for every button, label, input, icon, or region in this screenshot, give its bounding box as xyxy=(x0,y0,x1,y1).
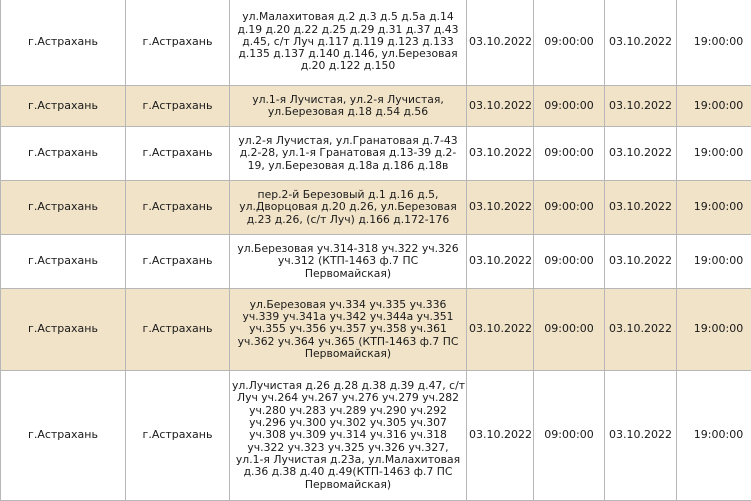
address-line: д.2-28, ул.1-я Гранатовая д.13-39 д.2- xyxy=(239,146,457,160)
address-line: уч.362 уч.364 уч.365 (КТП-1463 ф.7 ПС xyxy=(237,334,459,348)
locality-cell: г.Астрахань xyxy=(126,127,230,181)
end-time-cell: 19:00:00 xyxy=(677,235,751,289)
city-cell: г.Астрахань xyxy=(1,181,126,235)
end-date-cell: 03.10.2022 xyxy=(605,289,677,371)
address-line: д.19 д.20 д.22 д.25 д.29 д.31 д.37 д.43 xyxy=(237,22,459,36)
address-cell xyxy=(230,235,467,289)
address-line: уч.322 уч.323 уч.325 уч.326 уч.327, xyxy=(247,440,449,454)
address-line: ул.Лучистая д.26 д.28 д.38 д.39 д.47, с/т xyxy=(232,379,466,393)
end-date-cell: 03.10.2022 xyxy=(605,0,677,86)
table-row xyxy=(1,86,751,127)
address-line: д.36 д.38 д.40 д.49(КТП-1463 ф.7 ПС xyxy=(243,465,453,479)
table-row xyxy=(1,127,751,181)
address-line: ул.Березовая уч.314-318 уч.322 уч.326 xyxy=(237,242,459,256)
end-date-cell: 03.10.2022 xyxy=(605,235,677,289)
address-line: Первомайская) xyxy=(304,346,392,360)
locality-cell: г.Астрахань xyxy=(126,181,230,235)
address-line: д.23 д.26, (с/т Луч) д.166 д.172-176 xyxy=(246,212,450,226)
end-date-cell: 03.10.2022 xyxy=(605,86,677,127)
address-line: ул.1-я Лучистая, ул.2-я Лучистая, xyxy=(252,92,444,106)
start-time-cell: 09:00:00 xyxy=(534,127,605,181)
city-cell: г.Астрахань xyxy=(1,289,126,371)
address-line: ул.2-я Лучистая, ул.Гранатовая д.7-43 xyxy=(238,134,458,148)
address-cell xyxy=(230,127,467,181)
end-date-cell: 03.10.2022 xyxy=(605,127,677,181)
address-line: пер.2-й Березовый д.1 д.16 д.5, xyxy=(257,188,439,202)
end-time-cell: 19:00:00 xyxy=(677,0,751,86)
address-line: Луч уч.264 уч.267 уч.276 уч.279 уч.282 xyxy=(236,391,460,405)
start-time-cell: 09:00:00 xyxy=(534,371,605,501)
address-line: уч.339 уч.341а уч.342 уч.344а уч.351 xyxy=(242,310,454,324)
address-cell xyxy=(230,371,467,501)
end-time-cell: 19:00:00 xyxy=(677,371,751,501)
start-date-cell: 03.10.2022 xyxy=(467,181,534,235)
city-cell: г.Астрахань xyxy=(1,86,126,127)
locality-cell: г.Астрахань xyxy=(126,0,230,86)
table-row xyxy=(1,371,751,501)
address-line: 19, ул.Березовая д.18а д.186 д.18в xyxy=(247,158,449,172)
start-time-cell: 09:00:00 xyxy=(534,86,605,127)
start-date-cell: 03.10.2022 xyxy=(467,235,534,289)
locality-cell: г.Астрахань xyxy=(126,86,230,127)
start-time-cell: 09:00:00 xyxy=(534,235,605,289)
address-line: ул.Дворцовая д.20 д.26, ул.Березовая xyxy=(239,200,457,214)
start-date-cell: 03.10.2022 xyxy=(467,86,534,127)
start-date-cell: 03.10.2022 xyxy=(467,371,534,501)
address-line: уч.296 уч.300 уч.302 уч.305 уч.307 xyxy=(249,416,447,430)
address-cell xyxy=(230,289,467,371)
address-cell xyxy=(230,0,467,86)
city-cell: г.Астрахань xyxy=(1,371,126,501)
end-time-cell: 19:00:00 xyxy=(677,289,751,371)
address-line: уч.312 (КТП-1463 ф.7 ПС xyxy=(277,254,419,268)
start-time-cell: 09:00:00 xyxy=(534,181,605,235)
locality-cell: г.Астрахань xyxy=(126,371,230,501)
address-line: Первомайская) xyxy=(304,266,392,280)
address-line: уч.308 уч.309 уч.314 уч.316 уч.318 xyxy=(249,428,447,442)
address-line: ул.Березовая уч.334 уч.335 уч.336 xyxy=(249,297,447,311)
locality-cell: г.Астрахань xyxy=(126,235,230,289)
address-line: Первомайская) xyxy=(304,477,392,491)
end-time-cell: 19:00:00 xyxy=(677,127,751,181)
table-row xyxy=(1,0,751,86)
city-cell: г.Астрахань xyxy=(1,0,126,86)
end-time-cell: 19:00:00 xyxy=(677,86,751,127)
city-cell: г.Астрахань xyxy=(1,235,126,289)
address-cell xyxy=(230,86,467,127)
address-line: уч.280 уч.283 уч.289 уч.290 уч.292 xyxy=(249,403,447,417)
address-line: уч.355 уч.356 уч.357 уч.358 уч.361 xyxy=(249,322,447,336)
end-date-cell: 03.10.2022 xyxy=(605,181,677,235)
address-line: ул.Березовая д.18 д.54 д.56 xyxy=(267,105,429,118)
start-time-cell: 09:00:00 xyxy=(534,0,605,86)
locality-cell: г.Астрахань xyxy=(126,289,230,371)
end-date-cell: 03.10.2022 xyxy=(605,371,677,501)
table-row xyxy=(1,181,751,235)
city-cell: г.Астрахань xyxy=(1,127,126,181)
address-line: д.20 д.122 д.150 xyxy=(300,59,396,73)
address-cell xyxy=(230,181,467,235)
table-row xyxy=(1,235,751,289)
start-time-cell: 09:00:00 xyxy=(534,289,605,371)
table-row xyxy=(1,289,751,371)
address-line: ул.1-я Лучистая д.23а, ул.Малахитовая xyxy=(235,452,461,466)
start-date-cell: 03.10.2022 xyxy=(467,289,534,371)
address-line: ул.Малахитовая д.2 д.3 д.5 д.5а д.14 xyxy=(242,10,454,24)
start-date-cell: 03.10.2022 xyxy=(467,0,534,86)
start-date-cell: 03.10.2022 xyxy=(467,127,534,181)
address-line: д.135 д.137 д.140 д.146, ул.Березовая xyxy=(238,47,458,61)
end-time-cell: 19:00:00 xyxy=(677,181,751,235)
address-line: д.45, с/т Луч д.117 д.119 д.123 д.133 xyxy=(242,34,454,48)
